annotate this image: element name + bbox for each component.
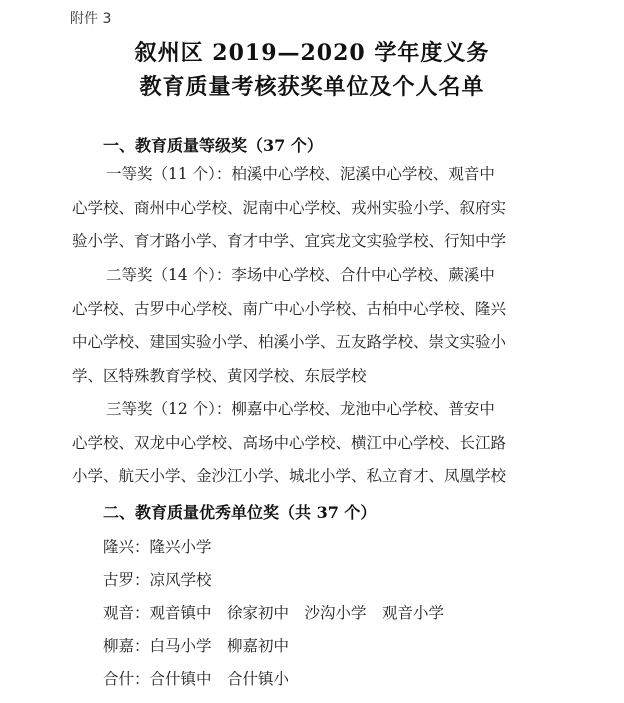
second-prize-line-1: 二等奖（14 个）：李场中心学校、合什中心学校、蕨溪中: [106, 266, 495, 284]
section-2-heading: 二、教育质量优秀单位奖（共 37 个）: [103, 503, 377, 522]
first-prize-line-2: 心学校、商州中心学校、泥南中心学校、戎州实验小学、叙府实: [72, 198, 507, 217]
third-prize-paragraph: [72, 393, 552, 494]
award-row-guanyin: 观音：观音镇中 徐家初中 沙沟小学 观音小学: [103, 604, 445, 622]
title-line-2: 教育质量考核获奖单位及个人名单: [139, 74, 485, 100]
third-prize-line-1: 三等奖（12 个）：柳嘉中心学校、龙池中心学校、普安中: [106, 400, 495, 418]
award-row-longxing: 隆兴：隆兴小学: [103, 538, 212, 556]
first-prize-line-3: 验小学、育才路小学、育才中学、宜宾龙文实验学校、行知中学: [72, 232, 507, 250]
award-row-guluo: 古罗：凉风学校: [103, 571, 212, 589]
award-row-heshi: 合什：合什镇中 合什镇小: [103, 670, 290, 688]
second-prize-line-3: 中心学校、建国实验小学、柏溪小学、五友路学校、崇文实验小: [72, 333, 507, 351]
third-prize-line-3: 小学、航天小学、金沙江小学、城北小学、私立育才、凤凰学校: [72, 467, 507, 485]
first-prize-line-1: 一等奖（11 个）：柏溪中心学校、泥溪中心学校、观音中: [106, 165, 495, 183]
second-prize-paragraph: [72, 259, 552, 393]
section-1-heading: 一、教育质量等级奖（37 个）: [103, 136, 323, 155]
third-prize-line-2: 心学校、双龙中心学校、高场中心学校、横江中心学校、长江路: [72, 433, 507, 452]
second-prize-line-2: 心学校、古罗中心学校、南广中心小学校、古柏中心学校、隆兴: [72, 299, 507, 318]
award-row-liujia: 柳嘉：白马小学 柳嘉初中: [103, 637, 290, 655]
attachment-label: 附件 3: [70, 11, 112, 27]
title-line-1: 叙州区 2019—2020 学年度义务: [134, 40, 490, 66]
first-prize-paragraph: [72, 158, 552, 259]
second-prize-line-4: 学、区特殊教育学校、黄冈学校、东辰学校: [72, 366, 367, 385]
